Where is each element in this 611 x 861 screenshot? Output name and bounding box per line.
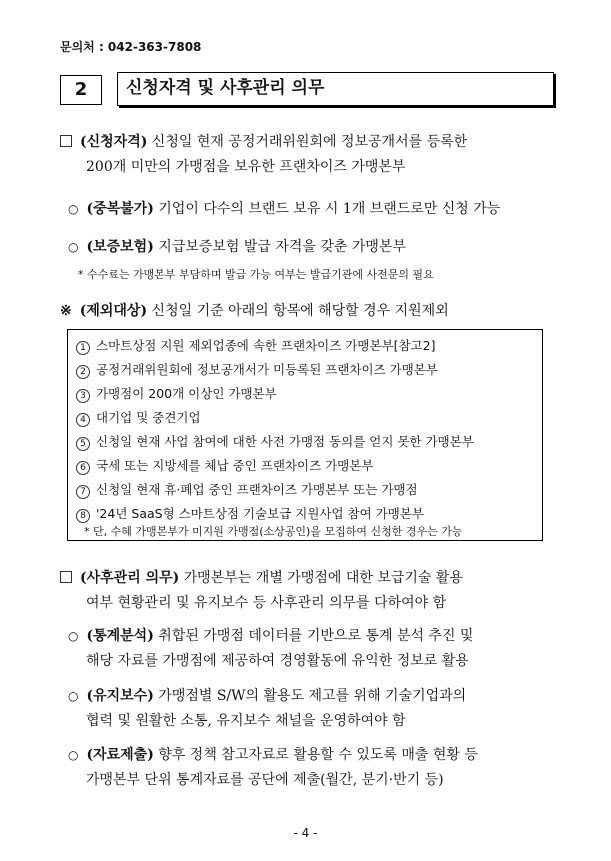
section-number: 2 xyxy=(60,75,102,105)
submission-text-1: 향후 정책 참고자료로 활용할 수 있도록 매출 현황 등 xyxy=(153,747,478,763)
insurance-label: (보증보험) xyxy=(86,239,154,255)
exclusion-item xyxy=(76,360,438,379)
statistics-text-1: 취합된 가맹점 데이터를 기반으로 통계 분석 추진 및 xyxy=(153,628,474,644)
insurance-note: * 수수료는 가맹본부 부담하며 발급 가능 여부는 발급기관에 사전문의 필요 xyxy=(78,268,434,281)
maintenance-label: (유지보수) xyxy=(86,688,154,704)
aftercare-label: (사후관리 의무) xyxy=(80,570,180,586)
maintenance-text-1: 가맹점별 S/W의 활용도 제고를 위해 기술기업과의 xyxy=(153,688,467,704)
exclusion-item-text: 공정거래위원회에 정보공개서가 미등록된 프랜차이즈 가맹본부 xyxy=(96,362,438,377)
duplicate-label: (중복불가) xyxy=(86,201,154,217)
statistics-text-2: 해당 자료를 가맹점에 제공하여 경영활동에 유익한 정보로 활용 xyxy=(86,653,469,669)
section-title: 신청자격 및 사후관리 의무 xyxy=(117,72,554,106)
aftercare-sub-maintenance xyxy=(68,685,466,705)
exclusion-item-text: 국세 또는 지방세를 체납 중인 프랜차이즈 가맹본부 xyxy=(96,458,374,473)
aftercare-sub-statistics xyxy=(68,625,473,645)
circle-bullet-icon: ○ xyxy=(68,240,79,254)
duplicate-text: 기업이 다수의 브랜드 보유 시 1개 브랜드로만 신청 가능 xyxy=(153,201,501,217)
exclusion-item-text: 신청일 현재 휴·폐업 중인 프랜차이즈 가맹본부 또는 가맹점 xyxy=(96,482,418,497)
submission-text-2: 가맹본부 단위 통계자료를 공단에 제출(월간, 분기·반기 등) xyxy=(86,772,444,788)
exclusion-note: * 단, 수혜 가맹본부가 미지원 가맹점(소상공인)을 모집하여 신청한 경우는 가능 xyxy=(84,525,463,538)
circle-bullet-icon: ○ xyxy=(68,689,79,703)
exclusion-item xyxy=(76,504,424,523)
square-bullet-icon xyxy=(60,135,72,147)
exclusion-list-box xyxy=(67,329,543,541)
circle-bullet-icon: ○ xyxy=(68,629,79,643)
circled-number: 6 xyxy=(76,461,90,475)
exclusion-item xyxy=(76,480,418,499)
circled-number: 5 xyxy=(76,437,90,451)
aftercare-text-1: 가맹본부는 개별 가맹점에 대한 보급기술 활용 xyxy=(179,570,463,586)
reference-mark: ※ xyxy=(60,303,72,319)
contact-info: 문의처 : 042-363-7808 xyxy=(60,40,202,54)
circled-number: 4 xyxy=(76,413,90,427)
exclusion-paragraph xyxy=(60,300,449,320)
square-bullet-icon xyxy=(60,571,72,583)
exclusion-item-text: '24년 SaaS형 스마트상점 기술보급 지원사업 참여 가맹본부 xyxy=(96,506,424,521)
exclusion-item xyxy=(76,384,277,403)
exclusion-label: (제외대상) xyxy=(79,303,148,319)
exclusion-item xyxy=(76,456,373,475)
eligibility-label: (신청자격) xyxy=(80,134,148,150)
circle-bullet-icon: ○ xyxy=(68,202,79,216)
circled-number: 1 xyxy=(76,341,90,355)
exclusion-item-text: 스마트상점 지원 제외업종에 속한 프랜차이즈 가맹본부[참고2] xyxy=(96,338,436,353)
exclusion-item-text: 대기업 및 중견기업 xyxy=(96,410,201,425)
eligibility-sub-insurance xyxy=(68,236,406,256)
exclusion-item xyxy=(76,432,474,451)
circled-number: 8 xyxy=(76,509,90,523)
aftercare-paragraph xyxy=(60,567,463,587)
circled-number: 7 xyxy=(76,485,90,499)
eligibility-text-2: 200개 미만의 가맹점을 보유한 프랜차이즈 가맹본부 xyxy=(86,159,406,175)
eligibility-paragraph xyxy=(60,131,467,151)
circle-bullet-icon: ○ xyxy=(68,748,79,762)
page-number: - 4 - xyxy=(293,826,318,840)
eligibility-sub-duplicate xyxy=(68,198,500,218)
circled-number: 3 xyxy=(76,389,90,403)
exclusion-item-text: 신청일 현재 사업 참여에 대한 사전 가맹점 동의를 얻지 못한 가맹본부 xyxy=(96,434,474,449)
maintenance-text-2: 협력 및 원활한 소통, 유지보수 채널을 운영하여야 함 xyxy=(86,713,406,729)
exclusion-item-text: 가맹점이 200개 이상인 가맹본부 xyxy=(96,386,277,401)
statistics-label: (통계분석) xyxy=(86,628,154,644)
aftercare-sub-submission xyxy=(68,744,478,764)
exclusion-item xyxy=(76,408,201,427)
eligibility-text-1: 신청일 현재 공정거래위원회에 정보공개서를 등록한 xyxy=(147,134,468,150)
insurance-text: 지급보증보험 발급 자격을 갖춘 가맹본부 xyxy=(153,239,407,255)
exclusion-item xyxy=(76,336,435,355)
circled-number: 2 xyxy=(76,365,90,379)
aftercare-text-2: 여부 현황관리 및 유지보수 등 사후관리 의무를 다하여야 함 xyxy=(86,595,447,611)
submission-label: (자료제출) xyxy=(86,747,154,763)
exclusion-text: 신청일 기준 아래의 항목에 해당할 경우 지원제외 xyxy=(147,303,449,319)
